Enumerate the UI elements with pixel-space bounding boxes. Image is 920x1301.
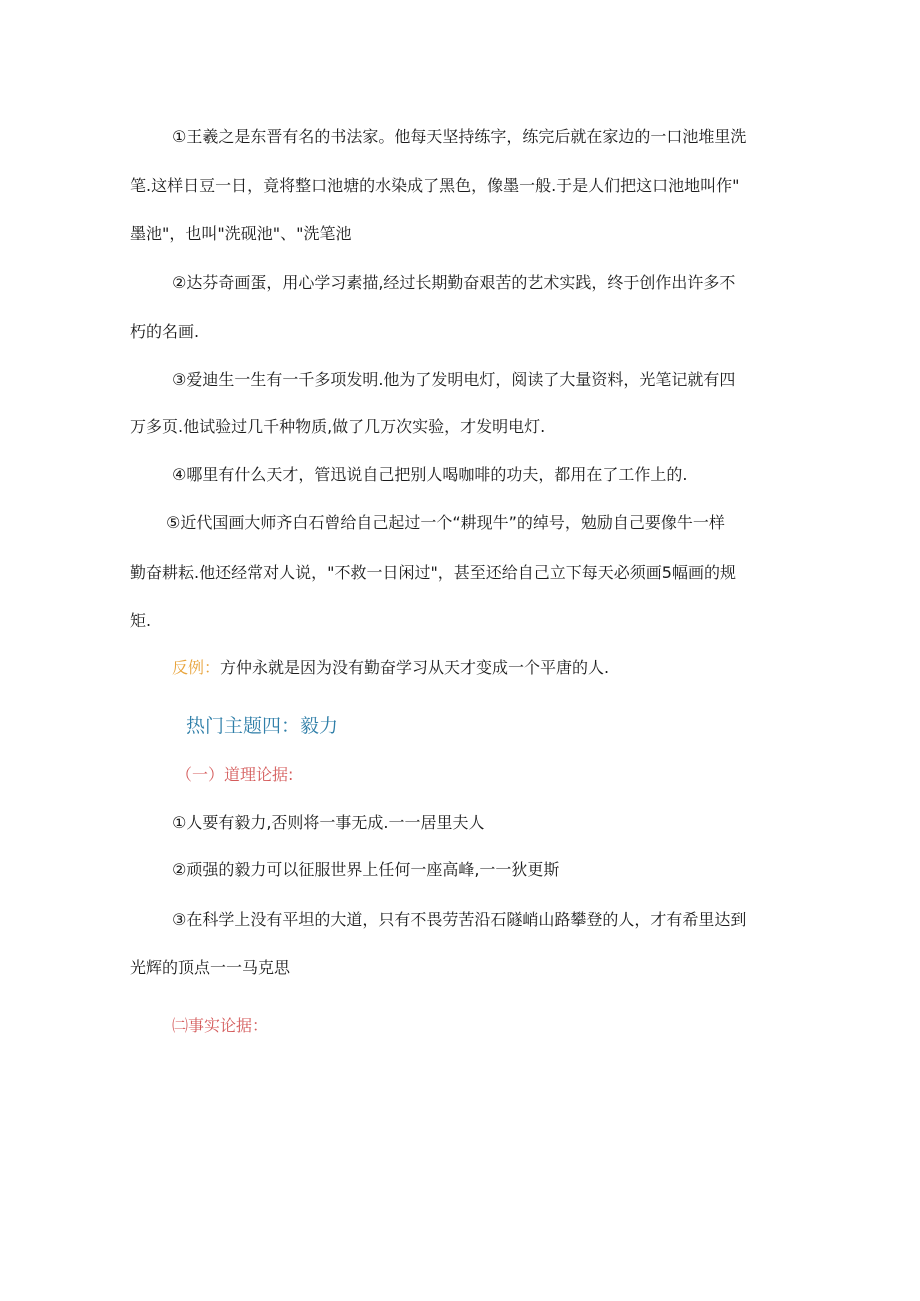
quote-3-line-2: 光辉的顶点一一马克思: [130, 958, 291, 977]
paragraph-1-line-3: 墨池"，也叫"洗砚池"、"洗笔池: [130, 224, 352, 243]
quote-2: ②顽强的毅力可以征服世界上任何一座高峰,一一狄更斯: [172, 860, 560, 879]
paragraph-1-line-2: 笔.这样日豆一日，竟将整口池塘的水染成了黑色，像墨一般.于是人们把这口池地叫作": [130, 176, 740, 195]
counterexample-label: 反例：: [172, 658, 221, 677]
quote-3-line-1: ③在科学上没有平坦的大道，只有不畏劳苦沿石隧峭山路攀登的人，才有希里达到: [172, 910, 747, 929]
section-1-heading: （一）道理论据:: [176, 765, 294, 784]
quote-1: ①人要有毅力,否则将一事无成.一一居里夫人: [172, 813, 485, 832]
paragraph-2-line-2: 朽的名画.: [130, 322, 200, 341]
paragraph-4-line-1: ④哪里有什么天才，管迅说自己把别人喝咖啡的功夫，都用在了工作上的.: [172, 465, 688, 484]
counterexample: [172, 656, 609, 680]
paragraph-2-line-1: ②达芬奇画蛋，用心学习素描,经过长期勤奋艰苦的艺术实践，终于创作出许多不: [172, 273, 736, 292]
counterexample-text: 方仲永就是因为没有勤奋学习从天才变成一个平唐的人.: [220, 658, 610, 677]
topic-heading: 热门主题四：毅力: [186, 715, 339, 737]
paragraph-5-line-1: ⑤近代国画大师齐白石曾给自己起过一个“耕现牛”的绰号，勉励自己要像牛一样: [166, 513, 725, 532]
paragraph-3-line-2: 万多页.他试验过几千种物质,做了几万次实验，才发明电灯.: [130, 417, 546, 436]
section-2-heading: ㈡事实论据：: [172, 1016, 269, 1035]
paragraph-5-line-3: 矩.: [130, 611, 152, 630]
paragraph-5-line-2: 勤奋耕耘.他还经常对人说，"不救一日闲过"，甚至还给自己立下每天必须画5幅画的规: [130, 563, 736, 582]
paragraph-1-line-1: ①王羲之是东晋有名的书法家。他每天坚持练字，练完后就在家边的一口池堆里洗: [172, 127, 747, 146]
paragraph-3-line-1: ③爱迪生一生有一千多项发明.他为了发明电灯，阅读了大量资料，光笔记就有四: [172, 370, 736, 389]
